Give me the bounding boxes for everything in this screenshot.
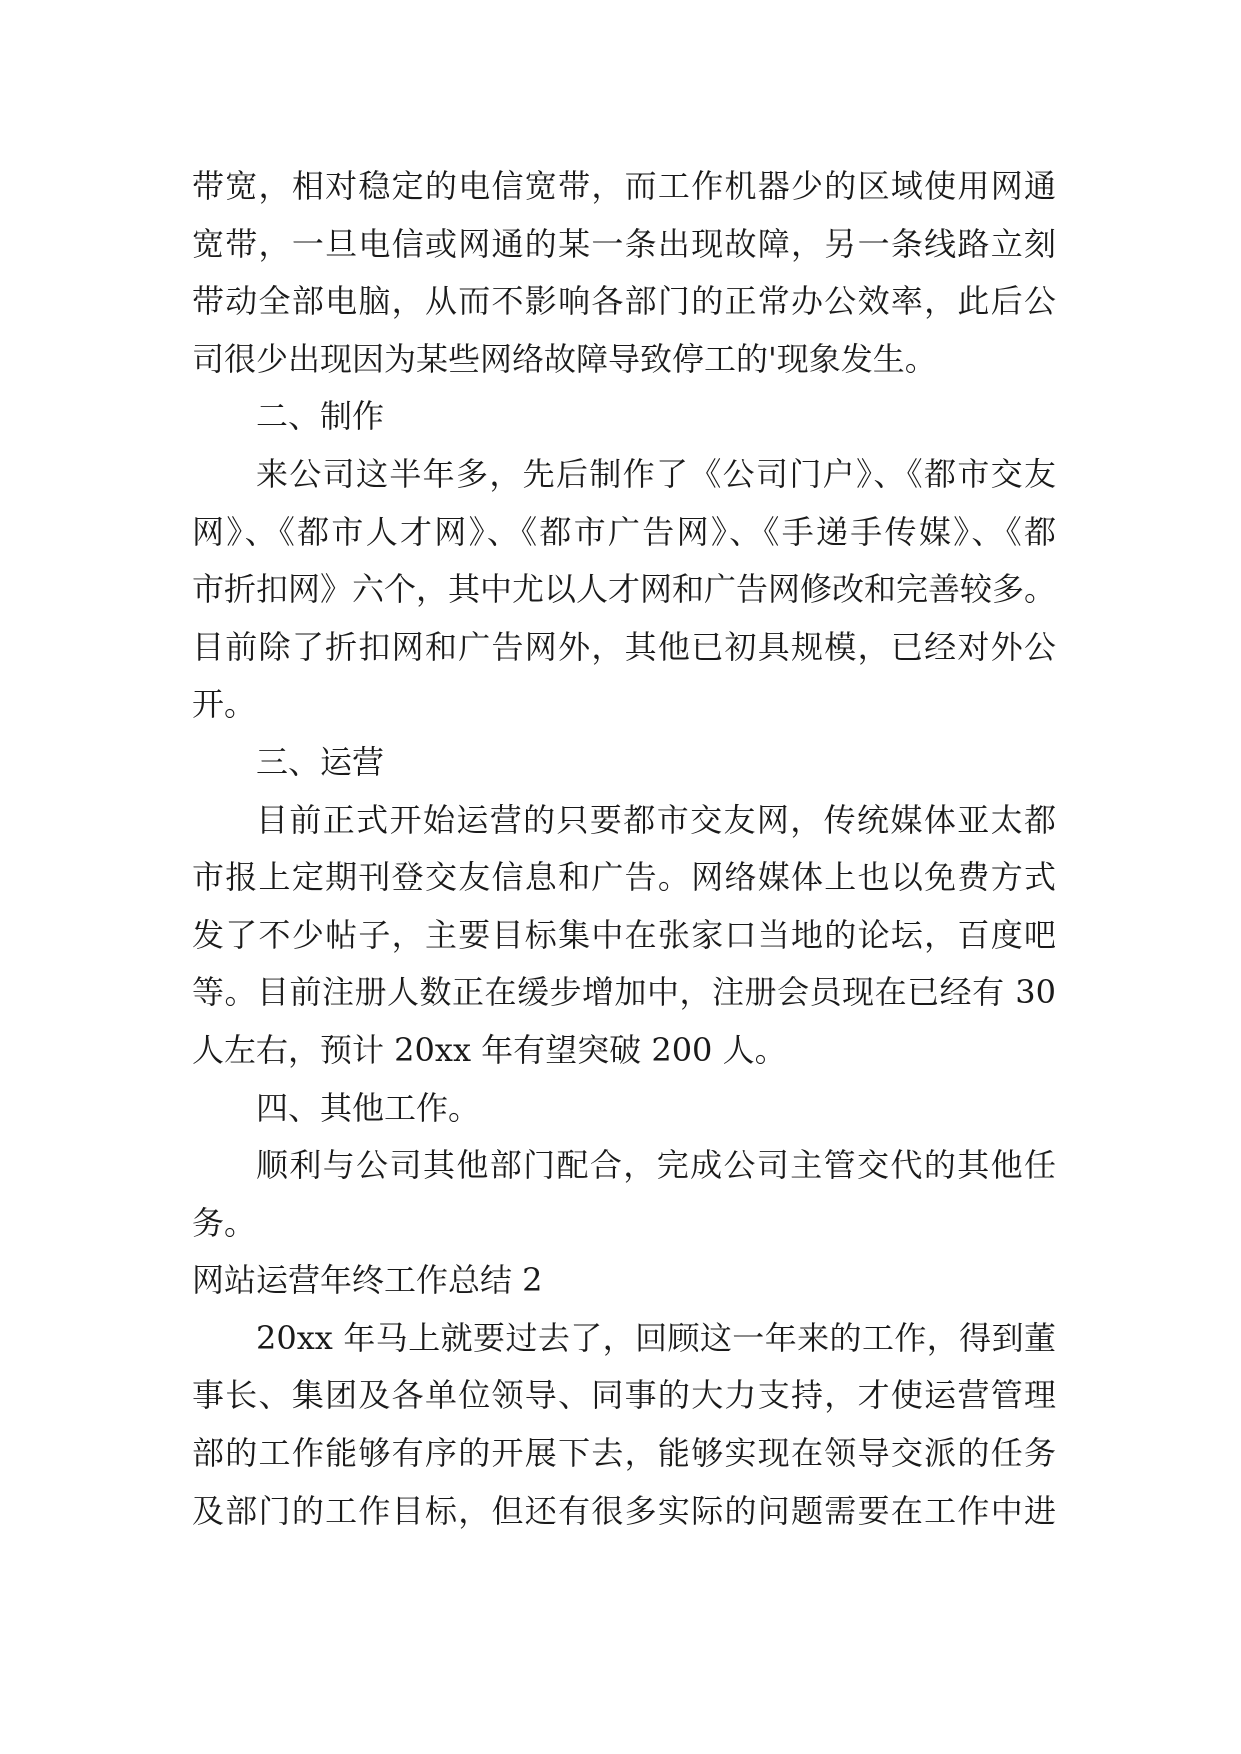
text-line: 三、运营 <box>256 742 385 781</box>
text-line: 顺利与公司其他部门配合，完成公司主管交代的其他任 <box>256 1146 1056 1185</box>
text-line: 宽带，一旦电信或网通的某一条出现故障，另一条线路立刻 <box>192 224 1056 263</box>
text-line: 市折扣网》六个，其中尤以人才网和广告网修改和完善较多。 <box>192 570 1057 609</box>
text-line: 目前正式开始运营的只要都市交友网，传统媒体亚太都 <box>256 800 1056 839</box>
text-line: 发了不少帖子，主要目标集中在张家口当地的论坛，百度吧 <box>192 915 1056 954</box>
text-line: 目前除了折扣网和广告网外，其他已初具规模，已经对外公 <box>192 627 1056 666</box>
text-line: 网站运营年终工作总结 2 <box>192 1261 543 1300</box>
text-line: 20xx 年马上就要过去了，回顾这一年来的工作，得到董 <box>256 1318 1056 1357</box>
text-line: 网》、《都市人才网》、《都市广告网》、《手递手传媒》、《都 <box>192 512 1056 551</box>
text-line: 带动全部电脑，从而不影响各部门的正常办公效率，此后公 <box>192 282 1056 321</box>
text-line: 务。 <box>192 1203 257 1242</box>
text-line: 开。 <box>192 685 257 724</box>
text-line: 人左右，预计 20xx 年有望突破 200 人。 <box>192 1030 787 1069</box>
text-line: 等。目前注册人数正在缓步增加中，注册会员现在已经有 30 <box>192 973 1056 1012</box>
document-page <box>192 158 1056 1540</box>
text-line: 事长、集团及各单位领导、同事的大力支持，才使运营管理 <box>192 1376 1056 1415</box>
text-line: 带宽，相对稳定的电信宽带，而工作机器少的区域使用网通 <box>192 167 1056 205</box>
text-line: 四、其他工作。 <box>256 1088 481 1127</box>
text-line: 司很少出现因为某些网络故障导致停工的'现象发生。 <box>192 339 937 378</box>
text-line: 二、制作 <box>256 397 385 436</box>
text-line: 部的工作能够有序的开展下去，能够实现在领导交派的任务 <box>192 1434 1056 1473</box>
text-line: 来公司这半年多，先后制作了《公司门户》、《都市交友 <box>256 454 1056 493</box>
text-line: 市报上定期刊登交友信息和广告。网络媒体上也以免费方式 <box>192 858 1056 897</box>
text-line: 及部门的工作目标，但还有很多实际的问题需要在工作中进 <box>192 1491 1056 1530</box>
